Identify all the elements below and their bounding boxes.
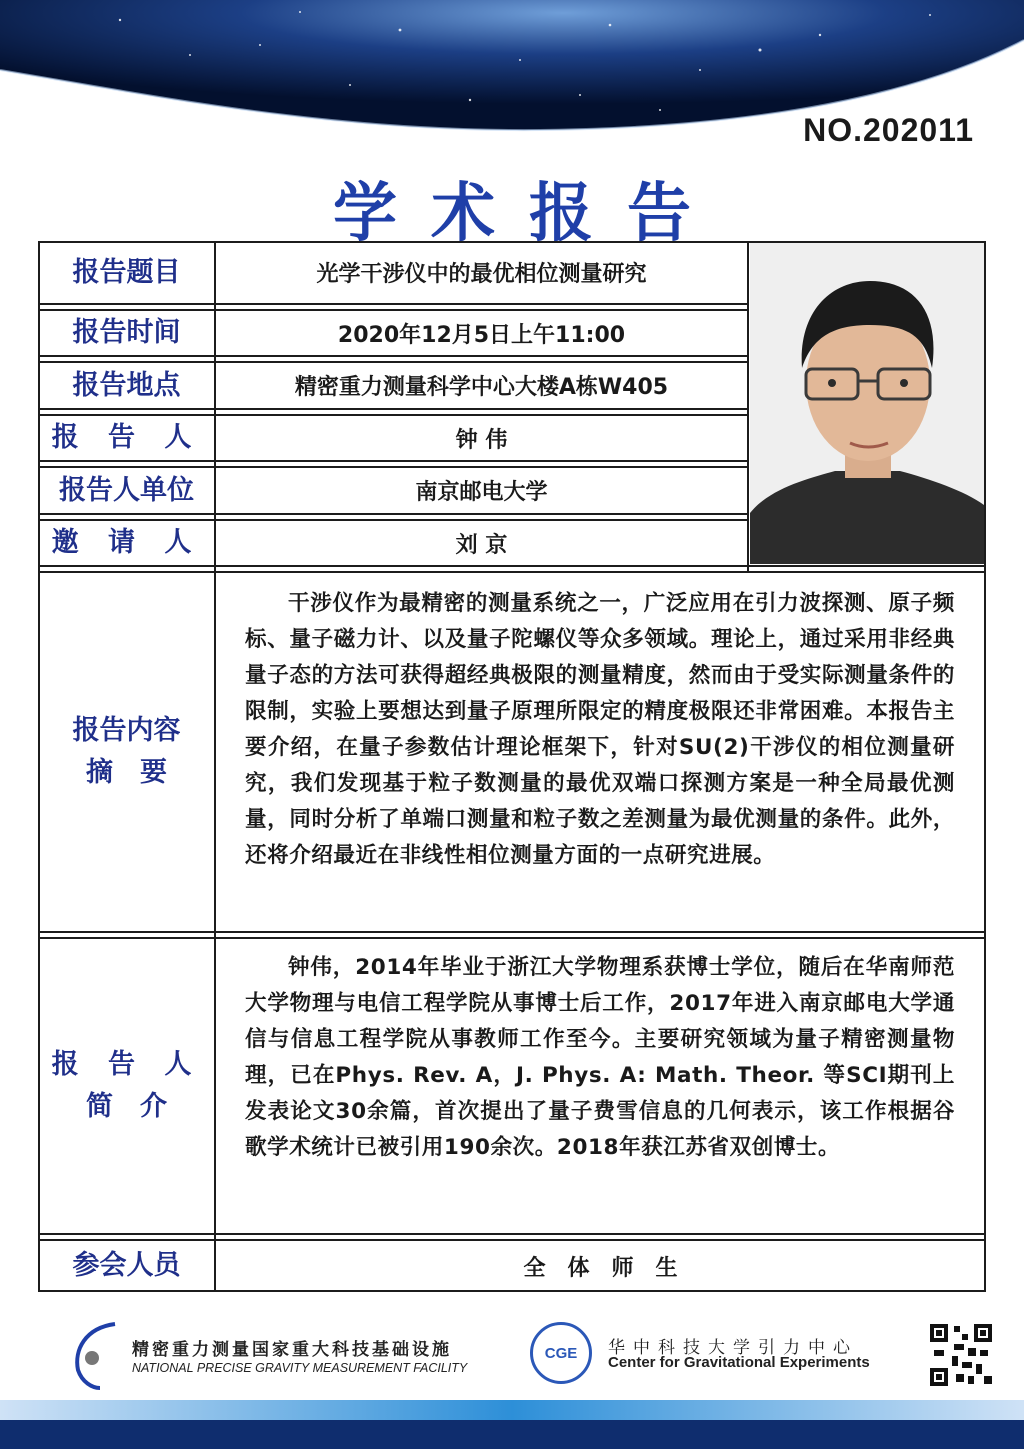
value-affiliation: 南京邮电大学 [415, 480, 548, 505]
label-affiliation: 报告人单位 [59, 474, 194, 506]
label-bio [38, 938, 215, 1234]
label-attendees: 参会人员 [72, 1250, 181, 1282]
cge-logo [530, 1322, 592, 1384]
value-time: 2020年12月5日上午11:00 [337, 322, 626, 348]
label-abstract-line2: 摘 要 [86, 757, 167, 788]
cge-badge-text: CGE [544, 1344, 578, 1362]
value-speaker: 钟 伟 [455, 427, 508, 453]
org1-en-name: NATIONAL PRECISE GRAVITY MEASUREMENT FACILITY [132, 1361, 468, 1375]
org2-en-name: Center for Gravitational Experiments [608, 1354, 870, 1371]
label-abstract [38, 572, 215, 932]
report-number: NO.202011 [803, 112, 974, 148]
info-table [38, 241, 986, 1292]
label-title: 报告题目 [72, 256, 181, 288]
speaker-photo [750, 243, 984, 564]
org2-cn-name: 华中科技大学引力中心 [608, 1338, 858, 1358]
label-bio-line1: 报 告 人 [51, 1049, 202, 1081]
label-inviter: 邀 请 人 [51, 527, 202, 559]
value-inviter: 刘 京 [455, 532, 508, 558]
abstract-text: 干涉仪作为最精密的测量系统之一，广泛应用在引力波探测、原子频标、量子磁力计、以及量子陀螺仪等众多领域。理论上，通过采用非经典量子态的方法可获得超经典极限的测量精度，然而由于受实际测量条件的限制，实验上要想达到量子原理所限定的精度极限还非常困难。本报告主要介绍，在量子参数估计理论框架下，针对SU(2)干涉仪的相位测量研究，我们发现基于粒子数测量的最优双端口探测方案是一种全局最优测量，同时分析了单端口测量和粒子数之差测量为最优测量的条件。此外，还将介绍最近在非线性相位测量方面的一点研究进展。 [245, 591, 955, 868]
footer-dark-stripe [0, 1420, 1024, 1449]
org1-cn-name: 精密重力测量国家重大科技基础设施 [132, 1340, 452, 1360]
value-location: 精密重力测量科学中心大楼A栋W405 [294, 375, 669, 400]
footer-light-stripe [0, 1400, 1024, 1420]
value-attendees: 全 体 师 生 [523, 1255, 678, 1281]
qr-code [928, 1322, 994, 1388]
label-speaker: 报 告 人 [51, 422, 202, 454]
footer [0, 1300, 1024, 1449]
label-time: 报告时间 [72, 317, 181, 349]
label-bio-line2: 简 介 [86, 1091, 167, 1122]
page-title: 学术报告 [333, 177, 725, 251]
value-title: 光学干涉仪中的最优相位测量研究 [316, 262, 647, 287]
gravity-facility-logo [70, 1320, 130, 1390]
label-location: 报告地点 [72, 369, 181, 401]
bio-text: 钟伟，2014年毕业于浙江大学物理系获博士学位，随后在华南师范大学物理与电信工程学院从事博士后工作，2017年进入南京邮电大学通信与信息工程学院从事教师工作至今。主要研究领域为量子精密测量物理，已在Phys. Rev. A，J. Phys. A: Math. Theor. 等SCI期刊上发表论文30余篇，首次提出了量子费雪信息的几何表示，该工作根据谷歌学术统计已被引用190余次。2018年获江苏省双创博士。 [245, 955, 955, 1160]
label-abstract-line1: 报告内容 [72, 715, 181, 747]
